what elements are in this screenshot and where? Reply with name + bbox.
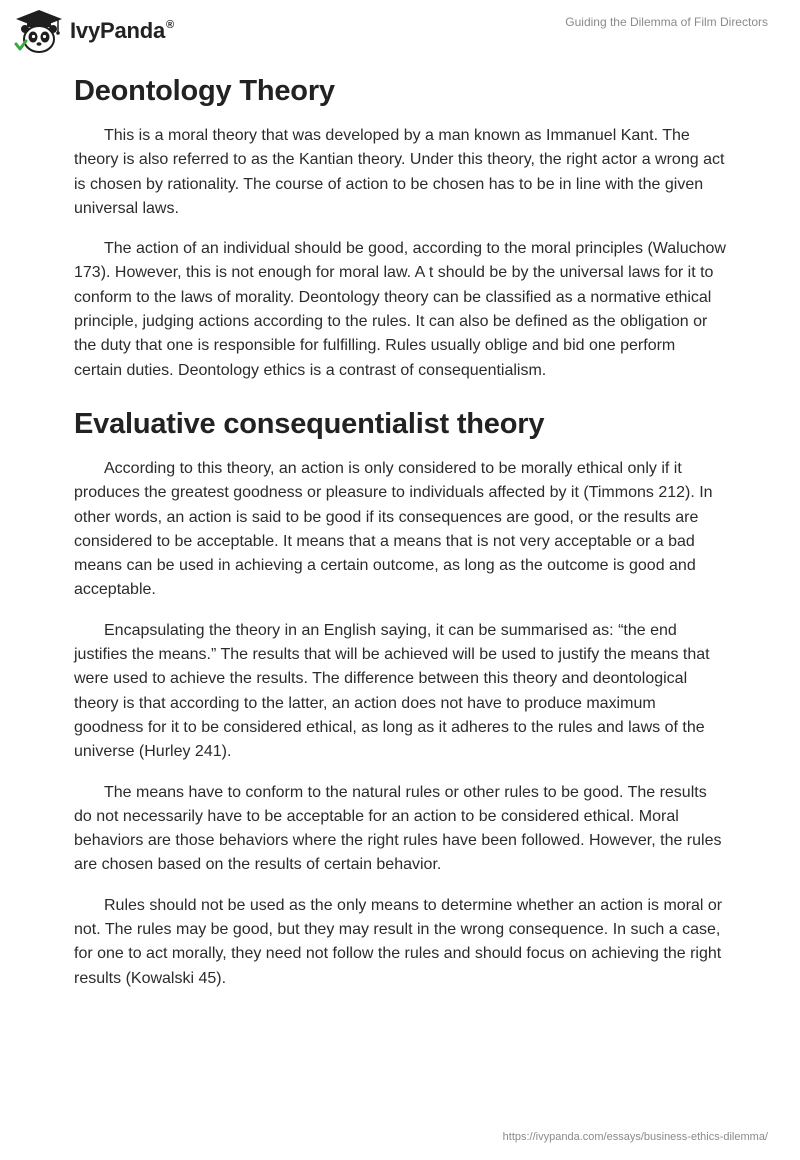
paragraph: According to this theory, an action is only considered to be morally ethical only if it produces the greatest goodness or pleasure to individuals affected by it (Timmons 212). In other words, an action is said to be good if its consequences are good, or the results are considered to be acceptable. It means that a means that is not very acceptable or a bad means can be used in achieving a certain outcome, as long as the outcome is good and acceptable.	[74, 459, 713, 599]
paragraph: This is a moral theory that was developed by a man known as Immanuel Kant. The theory is also referred to as the Kantian theory. Under this theory, the right actor a wrong act is chosen by rationality. The course of action to be chosen has to be in line with the given universal laws.	[74, 127, 725, 217]
paragraph: Rules should not be used as the only means to determine whether an action is moral or not. The rules may be good, but they may result in the wrong consequence. In such a case, for one to act morally, they need not follow the rules and should focus on achieving the right results (Kowalski 45).	[74, 896, 723, 987]
section-heading-deontology: Deontology Theory	[74, 75, 335, 107]
brand-logo[interactable]	[14, 8, 174, 54]
page-header	[0, 0, 800, 64]
source-url[interactable]: https://ivypanda.com/essays/business-ethics-dilemma/	[502, 1131, 768, 1143]
brand-name: IvyPanda®	[70, 18, 174, 43]
article-body	[74, 66, 726, 1007]
paragraph: The action of an individual should be good, according to the moral principles (Waluchow 173). However, this is not enough for moral law. A t should be by the universal laws for it to conform to the laws of morality. Deontology theory can be classified as a normative ethical principle, judging actions according to the rules. It can also be defined as the obligation or the duty that one is responsible for fulfilling. Rules usually oblige and bid one perform certain duties. Deontology ethics is a contrast of consequentialism.	[74, 240, 726, 379]
section-heading-consequentialist: Evaluative consequentialist theory	[74, 407, 545, 440]
paragraph: The means have to conform to the natural rules or other rules to be good. The results do not necessarily have to be acceptable for an action to be considered ethical. Moral behaviors are those behaviors where the right rules have been followed. However, the rules are chosen based on the results of certain behavior.	[74, 783, 722, 874]
document-title: Guiding the Dilemma of Film Directors	[565, 15, 768, 29]
paragraph: Encapsulating the theory in an English saying, it can be summarised as: “the end justifies the means.” The results that will be achieved will be used to justify the means that were used to achieve the results. The difference between this theory and deontological theory is that according to the latter, an action does not have to produce maximum goodness for it to be considered ethical, as long as it adheres to the rules and laws of the universe (Hurley 241).	[74, 621, 710, 761]
panda-graduate-icon	[14, 8, 64, 54]
